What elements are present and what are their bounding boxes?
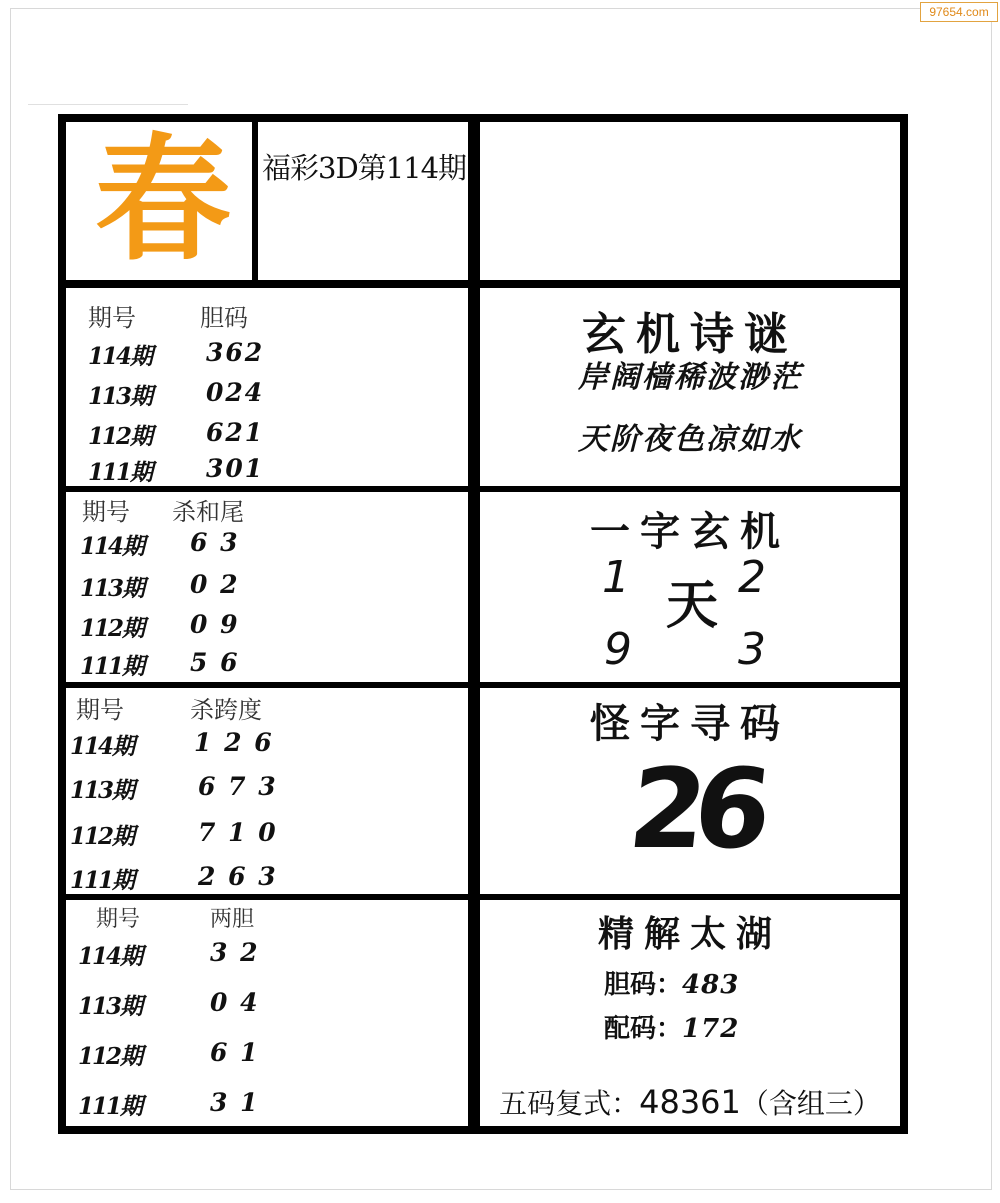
kill-span-value: 7 1 0: [198, 818, 278, 847]
issue-label: 111期: [78, 1093, 142, 1120]
issue-label: 111期: [80, 653, 144, 680]
poem-title: 玄机诗谜: [582, 309, 798, 360]
one-char-panel: [480, 492, 900, 682]
issue-label: 112期: [70, 823, 134, 850]
issue-label: 113期: [80, 575, 144, 602]
issue-label: 113期: [78, 993, 142, 1020]
dan-value: 621: [206, 418, 265, 447]
dan-row: [604, 964, 739, 1001]
issue-label: 112期: [80, 615, 144, 642]
clue-number: 9: [604, 624, 632, 675]
issue-label: 112期: [88, 423, 152, 450]
two-dan-value: 3 1: [210, 1088, 260, 1117]
dan-value: 301: [206, 454, 265, 483]
poem-line: 天阶夜色凉如水: [578, 422, 802, 457]
combo-row: [480, 1082, 900, 1122]
col-header-dan: 胆码: [200, 304, 248, 332]
pei-label: 配码：: [604, 1014, 683, 1044]
combo-note: （含组三）: [740, 1087, 881, 1120]
clue-number: 3: [738, 624, 766, 675]
issue-label: 112期: [78, 1043, 142, 1070]
one-char-title: 一字玄机: [590, 508, 790, 555]
two-dan-table: [66, 900, 468, 1126]
two-dan-value: 0 4: [210, 988, 260, 1017]
col-header-issue: 期号: [96, 907, 141, 932]
pei-value: 172: [682, 1014, 740, 1044]
divider: [28, 104, 188, 105]
watermark: 97654.com: [920, 2, 998, 22]
col-header-issue: 期号: [76, 696, 124, 724]
dan-value: 483: [682, 970, 740, 1000]
issue-label: 114期: [70, 733, 134, 760]
issue-title-cell: [258, 122, 468, 280]
kill-sum-value: 0 2: [190, 570, 240, 599]
poem-panel: [480, 288, 900, 486]
issue-label: 113期: [88, 383, 152, 410]
kill-span-value: 6 7 3: [198, 772, 278, 801]
taihu-title: 精解太湖: [597, 913, 782, 955]
season-character: 春: [95, 122, 231, 280]
pei-row: [604, 1008, 739, 1045]
issue-title: 福彩3D第114期: [262, 151, 467, 185]
forecast-board: [58, 114, 908, 1134]
clue-number: 2: [738, 552, 766, 603]
issue-label: 111期: [70, 867, 134, 894]
kill-sum-table: [66, 492, 468, 682]
col-header-kill-span: 杀跨度: [190, 696, 262, 724]
combo-value: 48361: [639, 1083, 741, 1121]
kill-span-value: 1 2 6: [194, 728, 274, 757]
kill-span-table: [66, 688, 468, 894]
col-header-two-dan: 两胆: [210, 907, 255, 932]
taihu-panel: [480, 900, 900, 1126]
kill-sum-value: 6 3: [190, 528, 240, 557]
issue-label: 114期: [80, 533, 144, 560]
dan-label: 胆码：: [604, 970, 683, 1000]
clue-character: 天: [666, 575, 719, 636]
blank-header-cell: [480, 122, 900, 280]
dan-value: 024: [206, 378, 265, 407]
dan-value: 362: [206, 338, 265, 367]
col-header-issue: 期号: [88, 304, 136, 332]
kill-sum-value: 0 9: [190, 610, 240, 639]
dan-table: [66, 288, 468, 486]
issue-label: 114期: [88, 343, 152, 370]
two-dan-value: 3 2: [210, 938, 260, 967]
poem-line: 岸阔樯稀波渺茫: [578, 360, 802, 395]
issue-label: 111期: [88, 459, 152, 486]
kill-span-value: 2 6 3: [198, 862, 278, 891]
issue-label: 114期: [78, 943, 142, 970]
kill-sum-value: 5 6: [190, 648, 240, 677]
odd-char-title: 怪字寻码: [590, 700, 790, 747]
odd-char-drawing: 26: [623, 745, 766, 873]
col-header-kill-sum: 杀和尾: [172, 498, 244, 526]
combo-label: 五码复式：: [499, 1087, 640, 1120]
season-cell: [66, 122, 252, 280]
two-dan-value: 6 1: [210, 1038, 260, 1067]
clue-number: 1: [602, 552, 630, 603]
issue-label: 113期: [70, 777, 134, 804]
odd-char-panel: [480, 688, 900, 894]
col-header-issue: 期号: [82, 498, 130, 526]
